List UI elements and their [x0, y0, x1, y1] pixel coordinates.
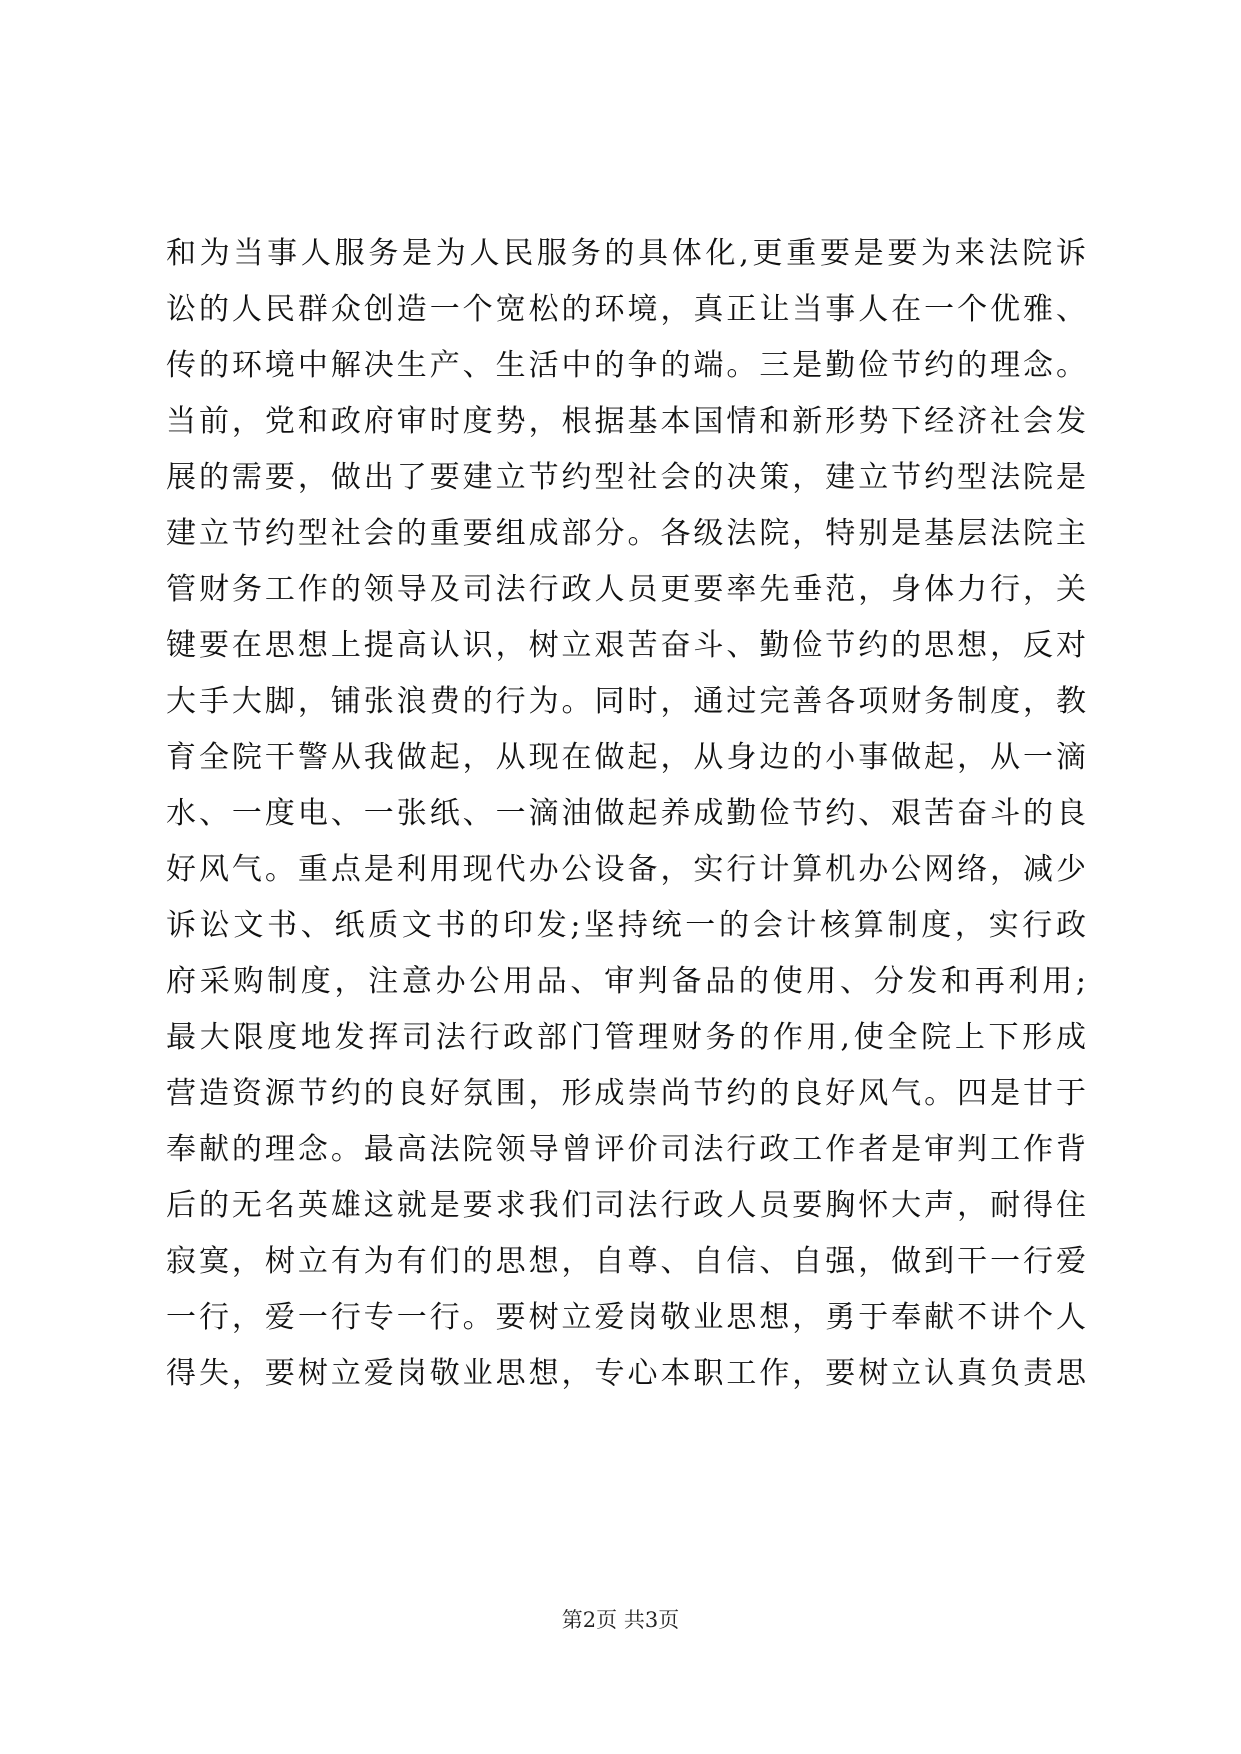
text-line: 诉讼文书、纸质文书的印发;坚持统一的会计核算制度，实行政 [166, 908, 1086, 943]
text-line: 建立节约型社会的重要组成部分。各级法院，特别是基层法院主 [166, 516, 1086, 551]
text-line: 奉献的理念。最高法院领导曾评价司法行政工作者是审判工作背 [166, 1132, 1086, 1167]
text-line: 一行，爱一行专一行。要树立爱岗敬业思想，勇于奉献不讲个人 [166, 1300, 1086, 1335]
page-footer [0, 1604, 1241, 1634]
page-number-label: 第2页 共3页 [561, 1608, 680, 1632]
text-line: 育全院干警从我做起，从现在做起，从身边的小事做起，从一滴 [166, 740, 1086, 775]
text-line: 后的无名英雄这就是要求我们司法行政人员要胸怀大声，耐得住 [166, 1188, 1086, 1223]
text-line: 大手大脚，铺张浪费的行为。同时，通过完善各项财务制度，教 [166, 684, 1086, 719]
text-line: 当前，党和政府审时度势，根据基本国情和新形势下经济社会发 [166, 404, 1086, 439]
body-text [166, 226, 1086, 1402]
text-line: 管财务工作的领导及司法行政人员更要率先垂范，身体力行，关 [166, 572, 1086, 607]
text-line: 寂寞，树立有为有们的思想，自尊、自信、自强，做到干一行爱 [166, 1244, 1086, 1279]
text-line: 得失，要树立爱岗敬业思想，专心本职工作，要树立认真负责思 [166, 1356, 1086, 1391]
text-line: 传的环境中解决生产、生活中的争的端。三是勤俭节约的理念。 [166, 348, 1086, 383]
text-line: 最大限度地发挥司法行政部门管理财务的作用,使全院上下形成 [166, 1020, 1086, 1055]
text-line: 讼的人民群众创造一个宽松的环境，真正让当事人在一个优雅、 [166, 292, 1086, 327]
text-line: 和为当事人服务是为人民服务的具体化,更重要是要为来法院诉 [166, 236, 1086, 271]
text-line: 营造资源节约的良好氛围，形成崇尚节约的良好风气。四是甘于 [166, 1076, 1086, 1111]
text-line: 水、一度电、一张纸、一滴油做起养成勤俭节约、艰苦奋斗的良 [166, 796, 1086, 831]
text-line: 展的需要，做出了要建立节约型社会的决策，建立节约型法院是 [166, 460, 1086, 495]
text-line: 好风气。重点是利用现代办公设备，实行计算机办公网络，减少 [166, 852, 1086, 887]
text-line: 府采购制度，注意办公用品、审判备品的使用、分发和再利用; [166, 964, 1086, 999]
text-line: 键要在思想上提高认识，树立艰苦奋斗、勤俭节约的思想，反对 [166, 628, 1086, 663]
